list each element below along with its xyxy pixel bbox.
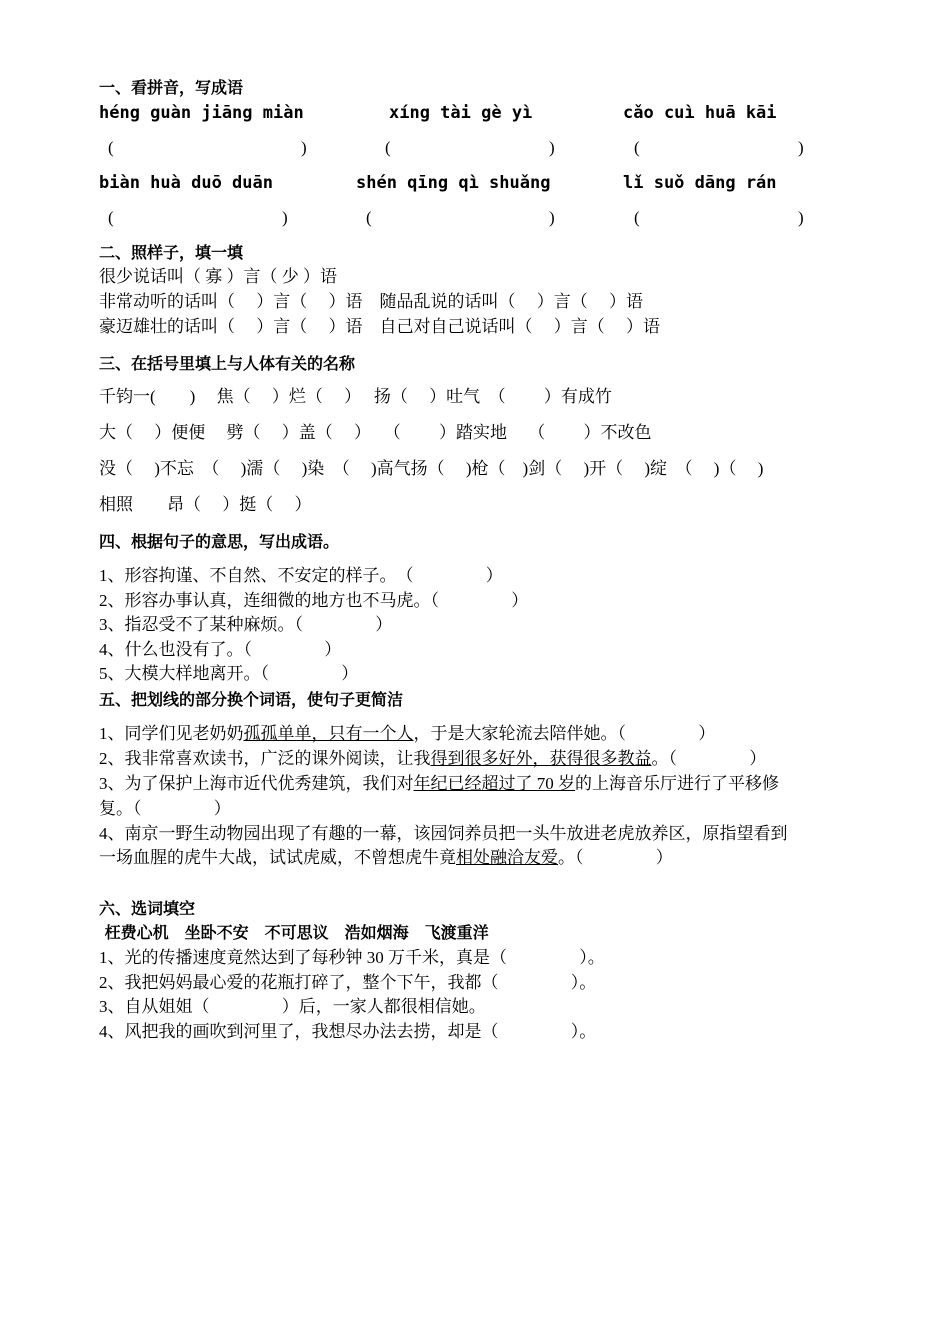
answer-blank-open: ( bbox=[385, 138, 391, 157]
example-line: 很少说话叫（ 寡 ）言（ 少 ）语 bbox=[99, 267, 337, 286]
answer-blank-open: ( bbox=[108, 208, 114, 227]
exercise-line: 非常动听的话叫（ ）言（ ）语 随品乱说的话叫（ ）言（ ）语 bbox=[99, 292, 643, 311]
question-item: 2、我非常喜欢读书，广泛的课外阅读，让我得到很多好外，获得很多教益。（ ） bbox=[99, 749, 767, 768]
answer-blank-close: ) bbox=[301, 138, 307, 157]
underlined-phrase: 年纪已经超过了 70 岁 bbox=[413, 774, 575, 793]
question-item: 1、同学们见老奶奶孤孤单单，只有一个人，于是大家轮流去陪伴她。（ ） bbox=[99, 724, 716, 743]
question-item: 3、指忍受不了某种麻烦。（ ） bbox=[99, 615, 393, 634]
question-item: 2、我把妈妈最心爱的花瓶打碎了，整个下午，我都（ ）。 bbox=[99, 973, 597, 992]
answer-blank-open: ( bbox=[634, 138, 640, 157]
exercise-line: 大（ ）便便 劈（ ）盖（ ） （ ）踏实地 （ ）不改色 bbox=[99, 423, 652, 442]
answer-blank-open: ( bbox=[108, 138, 114, 157]
answer-blank-close: ) bbox=[798, 138, 804, 157]
answer-blank-open: ( bbox=[366, 208, 372, 227]
section-4-title: 四、根据句子的意思，写出成语。 bbox=[99, 532, 340, 551]
question-item: 5、大模大样地离开。（ ） bbox=[99, 664, 359, 683]
answer-blank-close: ) bbox=[282, 208, 288, 227]
pinyin-6: lǐ suǒ dāng rán bbox=[623, 173, 777, 193]
question-item: 2、形容办事认真，连细微的地方也不马虎。（ ） bbox=[99, 591, 529, 610]
answer-blank-close: ) bbox=[549, 208, 555, 227]
pinyin-4: biàn huà duō duān bbox=[99, 173, 273, 193]
question-item: 4、什么也没有了。（ ） bbox=[99, 640, 342, 659]
underlined-phrase: 得到很多好外，获得很多教益 bbox=[430, 749, 652, 768]
pinyin-5: shén qīng qì shuǎng bbox=[356, 173, 551, 193]
pinyin-2: xíng tài gè yì bbox=[389, 103, 533, 123]
section-5-title: 五、把划线的部分换个词语，使句子更简洁 bbox=[99, 690, 404, 709]
pinyin-1: héng guàn jiāng miàn bbox=[99, 103, 304, 123]
question-item: 4、南京一野生动物园出现了有趣的一幕，该园饲养员把一头牛放进老虎放养区，原指望看到 bbox=[99, 824, 788, 843]
question-item: 3、为了保护上海市近代优秀建筑，我们对年纪已经超过了 70 岁的上海音乐厅进行了平移修 bbox=[99, 774, 779, 793]
exercise-line: 豪迈雄壮的话叫（ ）言（ ）语 自己对自己说话叫（ ）言（ ）语 bbox=[99, 317, 660, 336]
word-bank: 枉费心机 坐卧不安 不可思议 浩如烟海 飞渡重洋 bbox=[99, 923, 489, 942]
exercise-line: 千钧一( ) 焦（ ）烂（ ） 扬（ ）吐气 （ ）有成竹 bbox=[99, 387, 612, 406]
pinyin-3: cǎo cuì huā kāi bbox=[623, 103, 777, 123]
answer-blank-close: ) bbox=[549, 138, 555, 157]
question-item-cont: 复。（ ） bbox=[99, 799, 231, 818]
answer-blank-close: ) bbox=[798, 208, 804, 227]
question-item: 3、自从姐姐（ ）后，一家人都很相信她。 bbox=[99, 997, 486, 1016]
section-6-title: 六、选词填空 bbox=[99, 899, 196, 918]
question-item: 1、形容拘谨、不自然、不安定的样子。 （ ） bbox=[99, 566, 503, 585]
question-item-cont: 一场血腥的虎牛大战，试试虎威，不曾想虎牛竟相处融洽友爱。（ ） bbox=[99, 848, 673, 867]
exercise-line: 没（ )不忘 （ )濡（ )染 （ )高气扬（ )枪（ )剑（ )开（ )绽 （ )（ ) bbox=[99, 459, 764, 478]
answer-blank-open: ( bbox=[634, 208, 640, 227]
question-item: 1、光的传播速度竟然达到了每秒钟 30 万千米，真是（ ）。 bbox=[99, 948, 605, 967]
section-1-title: 一、看拼音，写成语 bbox=[99, 78, 244, 97]
question-item: 4、风把我的画吹到河里了，我想尽办法去捞，却是（ ）。 bbox=[99, 1022, 597, 1041]
underlined-phrase: 相处融洽友爱 bbox=[456, 848, 558, 867]
underlined-phrase: 孤孤单单，只有一个人 bbox=[243, 724, 414, 743]
exercise-line: 相照 昂（ ）挺（ ） bbox=[99, 495, 312, 514]
section-3-title: 三、在括号里填上与人体有关的名称 bbox=[99, 354, 356, 373]
section-2-title: 二、照样子，填一填 bbox=[99, 243, 244, 262]
